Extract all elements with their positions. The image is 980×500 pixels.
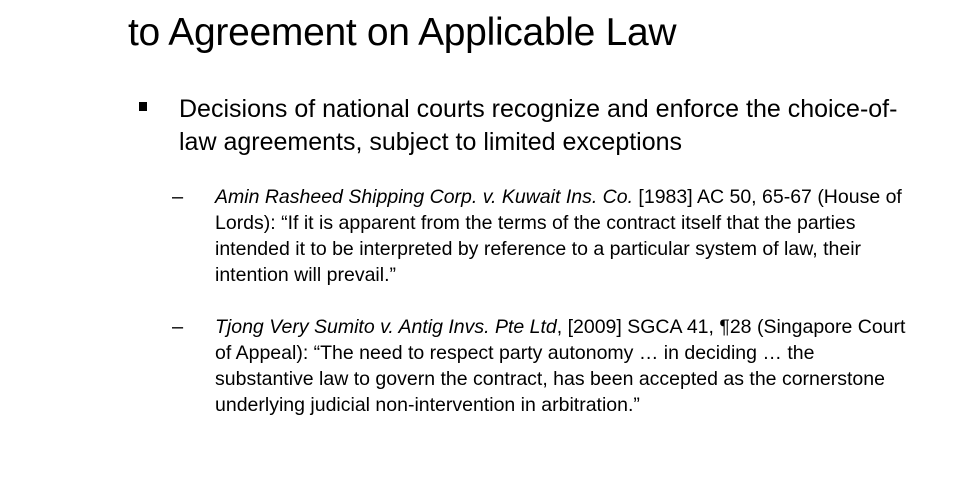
square-bullet-icon <box>139 102 147 111</box>
case-citation-quote: , [2009] SGCA 41, ¶28 (Singapore Court of Appeal): “The need to respect party autonomy … in deciding … the substantive law to govern the contract, has been accepted as the cornerstone underlying judicial non-intervention in arbitration.” <box>215 316 906 416</box>
case-citation-quote: [1983] AC 50, 65-67 (House of Lords): “If it is apparent from the terms of the contract itself that the parties intended it to be interpreted by reference to a particular system of law, their intention will prevail.” <box>215 186 902 286</box>
slide-title: to Agreement on Applicable Law <box>128 11 677 54</box>
case-name: Amin Rasheed Shipping Corp. v. Kuwait Ins. Co. <box>215 186 634 208</box>
dash-marker: – <box>172 316 184 338</box>
case-name: Tjong Very Sumito v. Antig Invs. Pte Ltd <box>215 316 557 338</box>
sub-point-text <box>215 314 915 418</box>
bullet-text: Decisions of national courts recognize and enforce the choice-of-law agreements, subject to limited exceptions <box>179 95 898 156</box>
sub-point-text <box>215 184 915 288</box>
dash-marker: – <box>172 186 184 208</box>
